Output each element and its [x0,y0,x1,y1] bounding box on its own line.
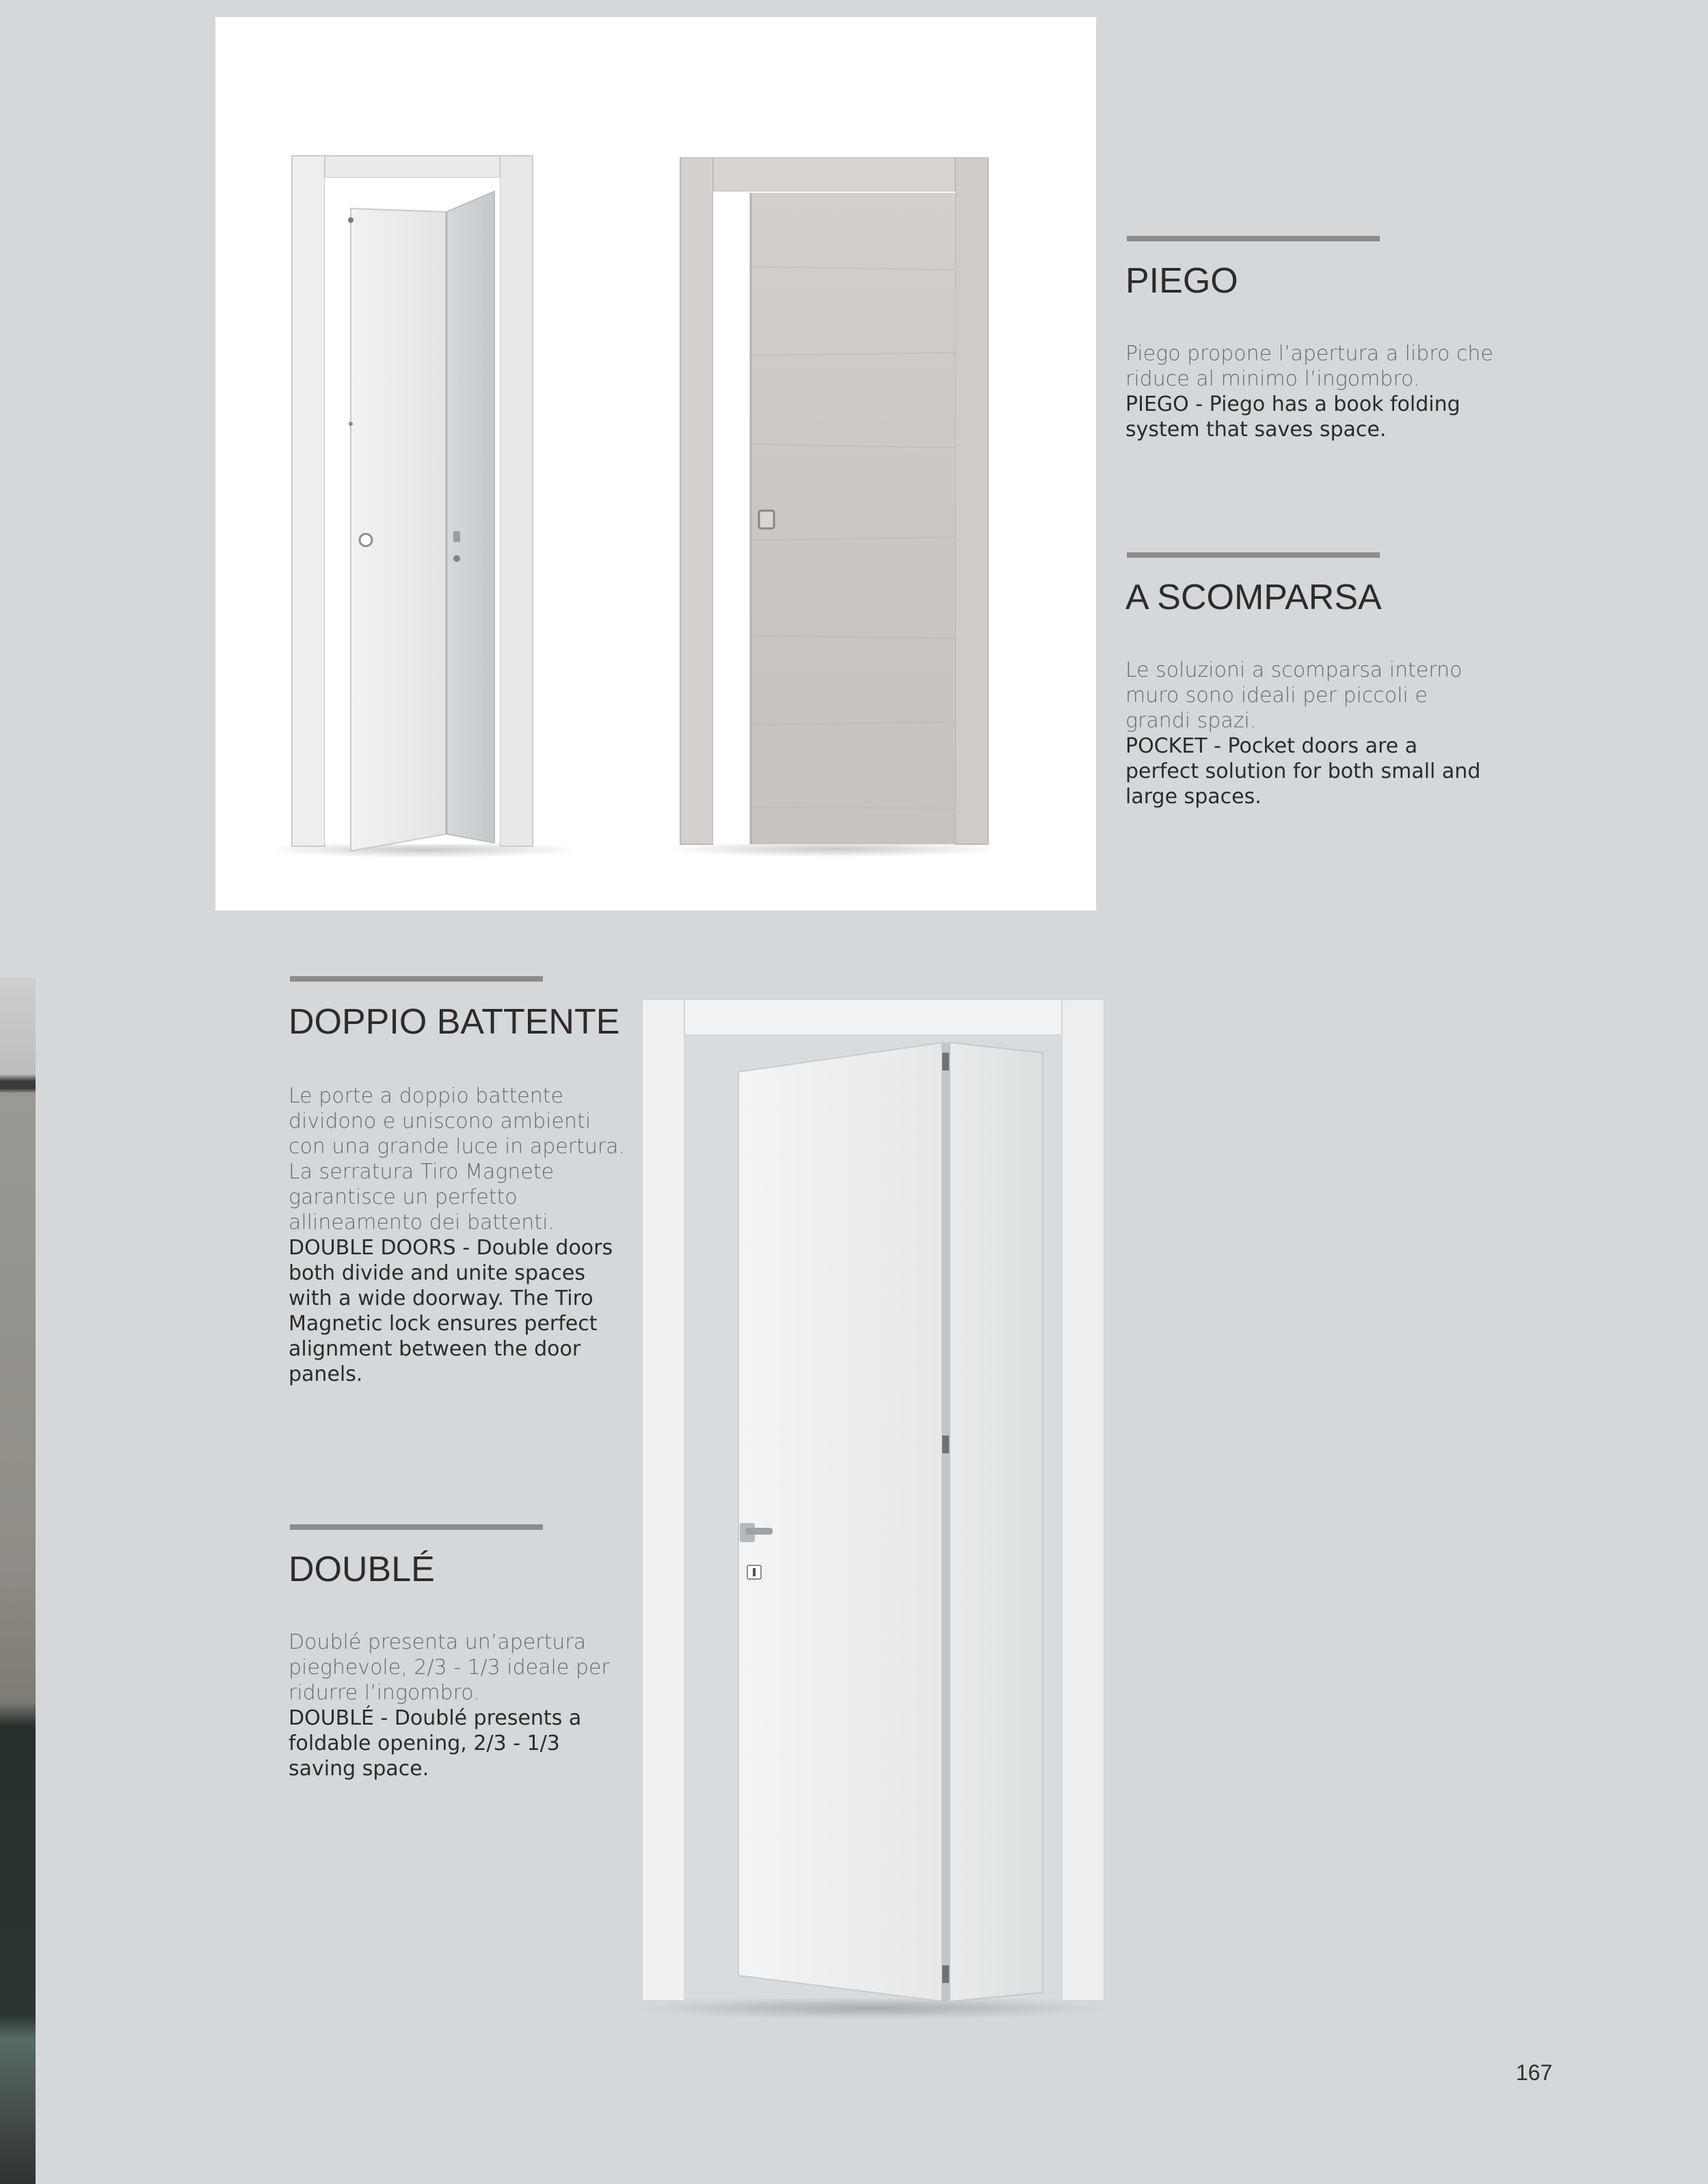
doppio-rule [290,976,543,982]
doppio-text-en: DOUBLE DOORS - Double doors both divide and unite spaces with a wide doorway. The Tiro Magnetic lock ensures perfect alignment between the door panels. [289,1236,613,1386]
piego-title: PIEGO [1125,261,1238,301]
double-folding-door [632,998,1111,2023]
piego-text-en: PIEGO - Piego has a book folding system that saves space. [1125,392,1460,442]
page-number: 167 [1516,2060,1553,2085]
scomparsa-title: A SCOMPARSA [1125,578,1382,617]
piego-description [1125,341,1508,442]
room-interior-photo [0,978,36,2184]
doppio-title: DOPPIO BATTENTE [289,1002,620,1042]
piego-text-it: Piego propone l’apertura a libro che riduce al minimo l’ingombro. [1125,342,1493,391]
double-title: DOUBLÉ [289,1550,435,1589]
doppio-description [289,1083,630,1387]
scomparsa-text-it: Le soluzioni a scomparsa interno muro sono ideali per piccoli e grandi spazi. [1125,658,1463,733]
double-description [289,1630,630,1781]
double-text-en: DOUBLÉ - Doublé presents a foldable opening, 2/3 - 1/3 saving space. [289,1706,582,1781]
piego-folding-door [263,154,585,878]
double-rule [290,1524,543,1530]
double-text-it: Doublé presenta un’apertura pieghevole, 2/3 - 1/3 ideale per ridurre l’ingombro. [289,1630,610,1705]
product-photo-panel [215,17,1096,911]
scomparsa-text-en: POCKET - Pocket doors are a perfect solution for both small and large spaces. [1125,734,1481,809]
scomparsa-rule [1127,552,1380,558]
pocket-sliding-door [663,157,1005,878]
piego-rule [1127,236,1380,241]
scomparsa-description [1125,658,1495,809]
doppio-text-it: Le porte a doppio battente dividono e uniscono ambienti con una grande luce in apertura. La serratura Tiro Magnete garantisce un perfetto allineamento dei battenti. [289,1084,626,1235]
